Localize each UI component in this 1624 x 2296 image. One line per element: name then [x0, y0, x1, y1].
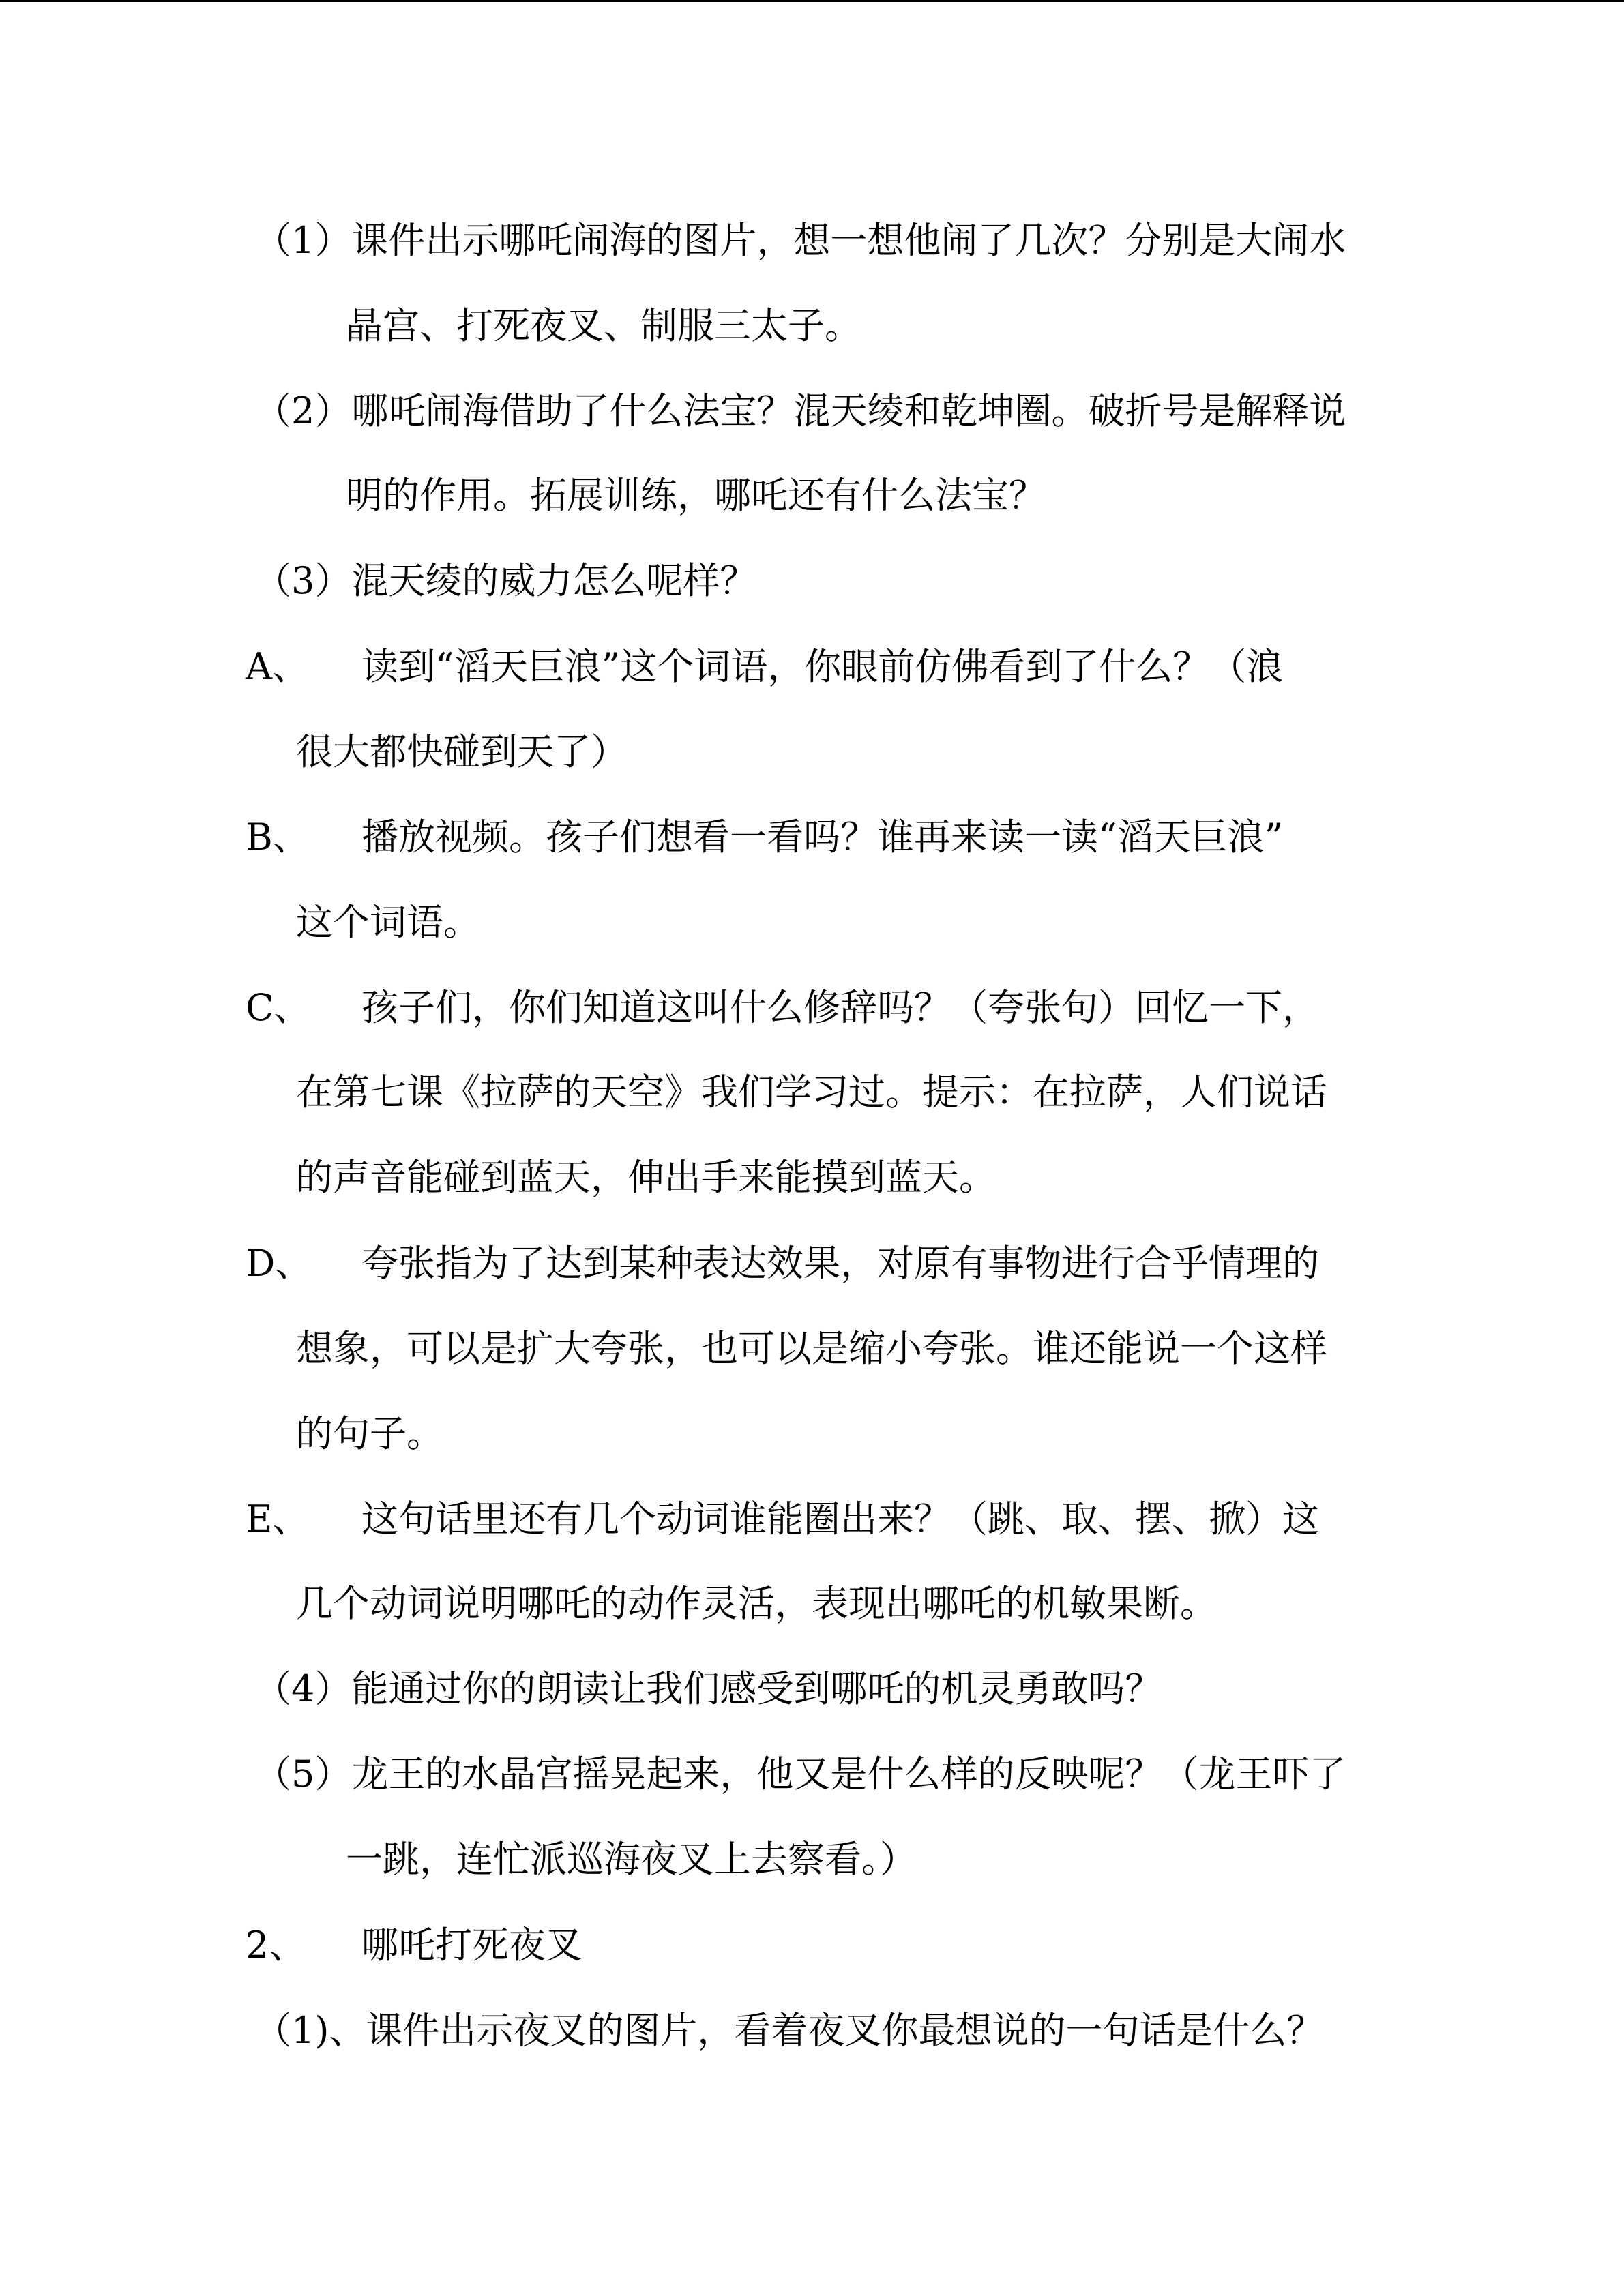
- list-item-b: [246, 816, 1283, 859]
- paragraph-line-3: （2）哪吒闹海借助了什么法宝？混天绫和乾坤圈。破折号是解释说: [254, 389, 1346, 432]
- list-marker-c: C、: [246, 986, 311, 1029]
- list-item-e-text: 这句话里还有几个动词谁能圈出来？（跳、取、摆、掀）这: [361, 1497, 1319, 1540]
- paragraph-line-2: 晶宫、打死夜叉、制服三太子。: [346, 304, 861, 347]
- list-item-c-text: 孩子们，你们知道这叫什么修辞吗？（夸张句）回忆一下，: [361, 986, 1319, 1029]
- list-item-c: [246, 986, 1319, 1030]
- list-item-d-text: 夸张指为了达到某种表达效果，对原有事物进行合乎情理的: [361, 1242, 1319, 1285]
- section-heading-2-text: 哪吒打死夜叉: [361, 1924, 582, 1967]
- paragraph-line-9: 这个词语。: [296, 901, 480, 944]
- section-heading-2: [246, 1924, 582, 1967]
- paragraph-line-4: 明的作用。拓展训练，哪吒还有什么法宝？: [346, 474, 1046, 517]
- paragraph-line-18: （4）能通过你的朗读让我们感受到哪吒的机灵勇敢吗？: [254, 1667, 1162, 1710]
- list-item-a: [246, 645, 1283, 689]
- list-item-b-text: 播放视频。孩子们想看一看吗？谁再来读一读“滔天巨浪”: [361, 816, 1284, 859]
- paragraph-line-22: （1)、课件出示夜叉的图片，看着夜叉你最想说的一句话是什么？: [254, 2009, 1324, 2052]
- paragraph-line-17: 几个动词说明哪吒的动作灵活，表现出哪吒的机敏果断。: [296, 1582, 1217, 1625]
- paragraph-line-11: 在第七课《拉萨的天空》我们学习过。提示：在拉萨，人们说话: [296, 1071, 1327, 1114]
- list-marker-e: E、: [246, 1497, 310, 1540]
- paragraph-line-1: （1）课件出示哪吒闹海的图片，想一想他闹了几次？分别是大闹水: [254, 219, 1346, 262]
- paragraph-line-15: 的句子。: [296, 1412, 443, 1455]
- list-marker-b: B、: [246, 816, 310, 859]
- paragraph-line-5: （3）混天绫的威力怎么呢样？: [254, 559, 757, 602]
- list-item-a-text: 读到“滔天巨浪”这个词语，你眼前仿佛看到了什么？（浪: [361, 645, 1284, 688]
- paragraph-line-12: 的声音能碰到蓝天，伸出手来能摸到蓝天。: [296, 1156, 996, 1199]
- section-number-2: 2、: [246, 1924, 306, 1967]
- list-item-e: [246, 1497, 1319, 1541]
- list-marker-d: D、: [246, 1242, 312, 1285]
- paragraph-line-20: 一跳，连忙派巡海夜叉上去察看。）: [346, 1838, 917, 1881]
- list-item-d: [246, 1242, 1319, 1285]
- paragraph-line-19: （5）龙王的水晶宫摇晃起来，他又是什么样的反映呢？（龙王吓了: [254, 1753, 1346, 1795]
- list-marker-a: A、: [246, 645, 309, 688]
- paragraph-line-7: 很大都快碰到天了）: [296, 730, 628, 773]
- paragraph-line-14: 想象，可以是扩大夸张，也可以是缩小夸张。谁还能说一个这样: [296, 1327, 1327, 1370]
